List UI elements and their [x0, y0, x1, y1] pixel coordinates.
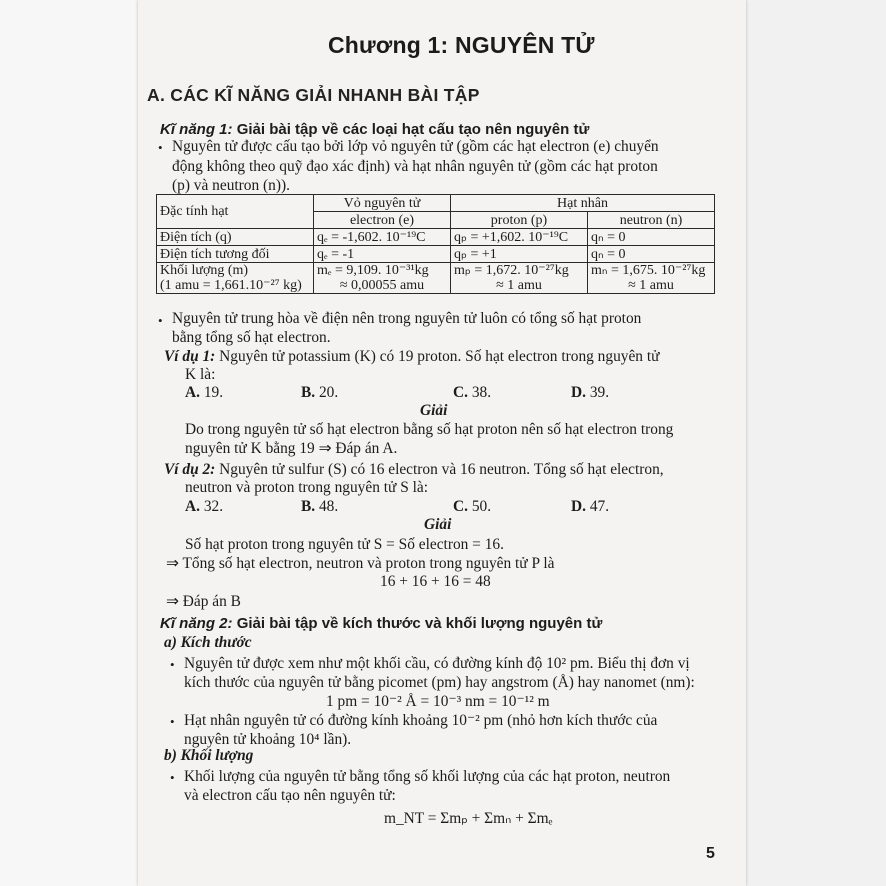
- neutral-atom-line-1: Nguyên tử trung hòa về điện nên trong nguyên tử luôn có tổng số hạt proton: [172, 310, 642, 327]
- row-label-relative-charge: Điện tích tương đối: [157, 246, 314, 263]
- subsection-mass-heading: b) Khối lượng: [164, 747, 254, 764]
- cell-proton-relative-charge: qₚ = +1: [451, 246, 588, 263]
- option-value: 39.: [589, 384, 610, 401]
- book-page: [138, 0, 746, 886]
- example-2-option-b: [301, 498, 338, 516]
- intro-line-3: (p) và neutron (n)).: [172, 177, 290, 194]
- neutron-mass-kg: mₙ = 1,675. 10⁻²⁷kg: [591, 263, 706, 278]
- header-electron: electron (e): [314, 212, 451, 229]
- particle-properties-table: [156, 194, 715, 294]
- option-value: 32.: [203, 498, 224, 515]
- skill-2-title: Giải bài tập về kích thước và khối lượng nguyên tử: [236, 615, 603, 632]
- cell-electron-charge: qₑ = -1,602. 10⁻¹⁹C: [314, 229, 451, 246]
- example-1-solution-line-1: Do trong nguyên tử số hạt electron bằng số hạt proton nên số hạt electron trong: [185, 421, 674, 438]
- example-2-option-a: [185, 498, 223, 516]
- option-letter: A.: [185, 384, 200, 401]
- table-row: [157, 246, 715, 263]
- section-a-heading: A. CÁC KĨ NĂNG GIẢI NHANH BÀI TẬP: [147, 85, 480, 105]
- option-value: 20.: [318, 384, 339, 401]
- option-value: 47.: [589, 498, 610, 515]
- cell-neutron-relative-charge: qₙ = 0: [588, 246, 715, 263]
- size-line-2: kích thước của nguyên tử bằng picomet (pm) hay angstrom (Å) hay nanomet (nm):: [184, 674, 695, 691]
- skill-2-label: Kĩ năng 2:: [160, 615, 233, 632]
- header-nucleus: Hạt nhân: [451, 195, 715, 212]
- example-1-solution-title: Giải: [420, 402, 448, 419]
- table-row: [157, 229, 715, 246]
- mass-line-2: và electron cấu tạo nên nguyên tử:: [184, 787, 396, 804]
- example-2-solution-sum: 16 + 16 + 16 = 48: [380, 573, 491, 590]
- option-value: 50.: [471, 498, 492, 515]
- bullet-icon: •: [170, 714, 175, 729]
- row-label-mass: [157, 263, 314, 294]
- option-value: 38.: [471, 384, 492, 401]
- example-2-answer: [166, 593, 241, 611]
- chapter-title: Chương 1: NGUYÊN TỬ: [328, 32, 595, 58]
- option-value: 19.: [203, 384, 224, 401]
- example-1-question-text: Nguyên tử potassium (K) có 19 proton. Số hạt electron trong nguyên tử: [219, 348, 660, 365]
- example-1-option-d: [571, 384, 609, 402]
- intro-line-1: Nguyên tử được cấu tạo bởi lớp vỏ nguyên tử (gồm các hạt electron (e) chuyển: [172, 138, 659, 155]
- background-left: [0, 0, 138, 886]
- table-row: [157, 263, 715, 294]
- header-proton: proton (p): [451, 212, 588, 229]
- example-2-option-d: [571, 498, 609, 516]
- size-line-3: Hạt nhân nguyên tử có đường kính khoảng 10⁻² pm (nhỏ hơn kích thước của: [184, 712, 658, 729]
- electron-mass-kg: mₑ = 9,109. 10⁻³¹kg: [317, 263, 429, 278]
- cell-electron-mass: [314, 263, 451, 294]
- example-2-solution-line-1: Số hạt proton trong nguyên tử S = Số electron = 16.: [185, 536, 504, 553]
- option-letter: B.: [301, 498, 316, 515]
- row-label-mass-line-1: Khối lượng (m): [160, 263, 249, 278]
- proton-mass-kg: mₚ = 1,672. 10⁻²⁷kg: [454, 263, 569, 278]
- skill-1-label: Kĩ năng 1:: [160, 121, 233, 138]
- example-1-option-a: [185, 384, 223, 402]
- bullet-icon: •: [170, 657, 175, 672]
- skill-1-title: Giải bài tập về các loại hạt cấu tạo nên nguyên tử: [236, 121, 590, 138]
- example-1-label: Ví dụ 1:: [164, 348, 216, 365]
- table-header-row: [157, 195, 715, 212]
- page-number: 5: [706, 845, 715, 862]
- implies-arrow-icon: ⇒: [166, 593, 179, 610]
- example-1-solution-line-2: nguyên tử K bằng 19 ⇒ Đáp án A.: [185, 440, 398, 457]
- example-1-question-line-1: [164, 348, 659, 366]
- solution-text: Tổng số hạt electron, neutron và proton trong nguyên tử P là: [182, 555, 555, 572]
- skill-2-heading: [160, 615, 602, 633]
- bullet-icon: •: [170, 770, 175, 785]
- option-letter: D.: [571, 384, 586, 401]
- example-2-question-line-2: neutron và proton trong nguyên tử S là:: [185, 479, 429, 496]
- example-2-question-line-1: [164, 461, 664, 479]
- cell-proton-mass: [451, 263, 588, 294]
- cell-neutron-mass: [588, 263, 715, 294]
- example-1-option-b: [301, 384, 338, 402]
- header-shell: Vỏ nguyên tử: [314, 195, 451, 212]
- example-1-option-c: [453, 384, 491, 402]
- cell-proton-charge: qₚ = +1,602. 10⁻¹⁹C: [451, 229, 588, 246]
- size-line-4: nguyên tử khoảng 10⁴ lần).: [184, 731, 352, 748]
- row-label-charge: Điện tích (q): [157, 229, 314, 246]
- header-neutron: neutron (n): [588, 212, 715, 229]
- proton-mass-amu: ≈ 1 amu: [496, 278, 542, 293]
- example-1-question-line-2: K là:: [185, 366, 216, 383]
- option-letter: B.: [301, 384, 316, 401]
- cell-neutron-charge: qₙ = 0: [588, 229, 715, 246]
- option-letter: C.: [453, 384, 468, 401]
- header-property: Đặc tính hạt: [157, 195, 314, 229]
- neutron-mass-amu: ≈ 1 amu: [628, 278, 674, 293]
- subsection-size-heading: a) Kích thước: [164, 634, 252, 651]
- mass-formula: m_NT = Σmₚ + Σmₙ + Σmₑ: [384, 810, 553, 827]
- example-2-question-text: Nguyên tử sulfur (S) có 16 electron và 16 neutron. Tổng số hạt electron,: [219, 461, 664, 478]
- example-2-option-c: [453, 498, 491, 516]
- option-letter: D.: [571, 498, 586, 515]
- intro-line-2: động không theo quỹ đạo xác định) và hạt nhân nguyên tử (gồm các hạt proton: [172, 158, 658, 175]
- row-label-mass-line-2: (1 amu = 1,661.10⁻²⁷ kg): [160, 278, 302, 293]
- option-letter: C.: [453, 498, 468, 515]
- size-unit-formula: 1 pm = 10⁻² Å = 10⁻³ nm = 10⁻¹² m: [326, 693, 550, 710]
- option-letter: A.: [185, 498, 200, 515]
- neutral-atom-line-2: bằng tổng số hạt electron.: [172, 329, 331, 346]
- option-value: 48.: [318, 498, 339, 515]
- mass-line-1: Khối lượng của nguyên tử bằng tổng số khối lượng của các hạt proton, neutron: [184, 768, 671, 785]
- size-line-1: Nguyên tử được xem như một khối cầu, có đường kính độ 10² pm. Biểu thị đơn vị: [184, 655, 690, 672]
- bullet-icon: •: [158, 313, 163, 328]
- example-2-solution-line-2: [166, 555, 554, 573]
- example-2-solution-title: Giải: [424, 516, 452, 533]
- electron-mass-amu: ≈ 0,00055 amu: [339, 278, 425, 293]
- cell-electron-relative-charge: qₑ = -1: [314, 246, 451, 263]
- example-2-label: Ví dụ 2:: [164, 461, 216, 478]
- background-right: [746, 0, 886, 886]
- answer-text: Đáp án B: [182, 593, 241, 610]
- skill-1-heading: [160, 121, 589, 139]
- bullet-icon: •: [158, 140, 163, 155]
- implies-arrow-icon: ⇒: [166, 555, 179, 572]
